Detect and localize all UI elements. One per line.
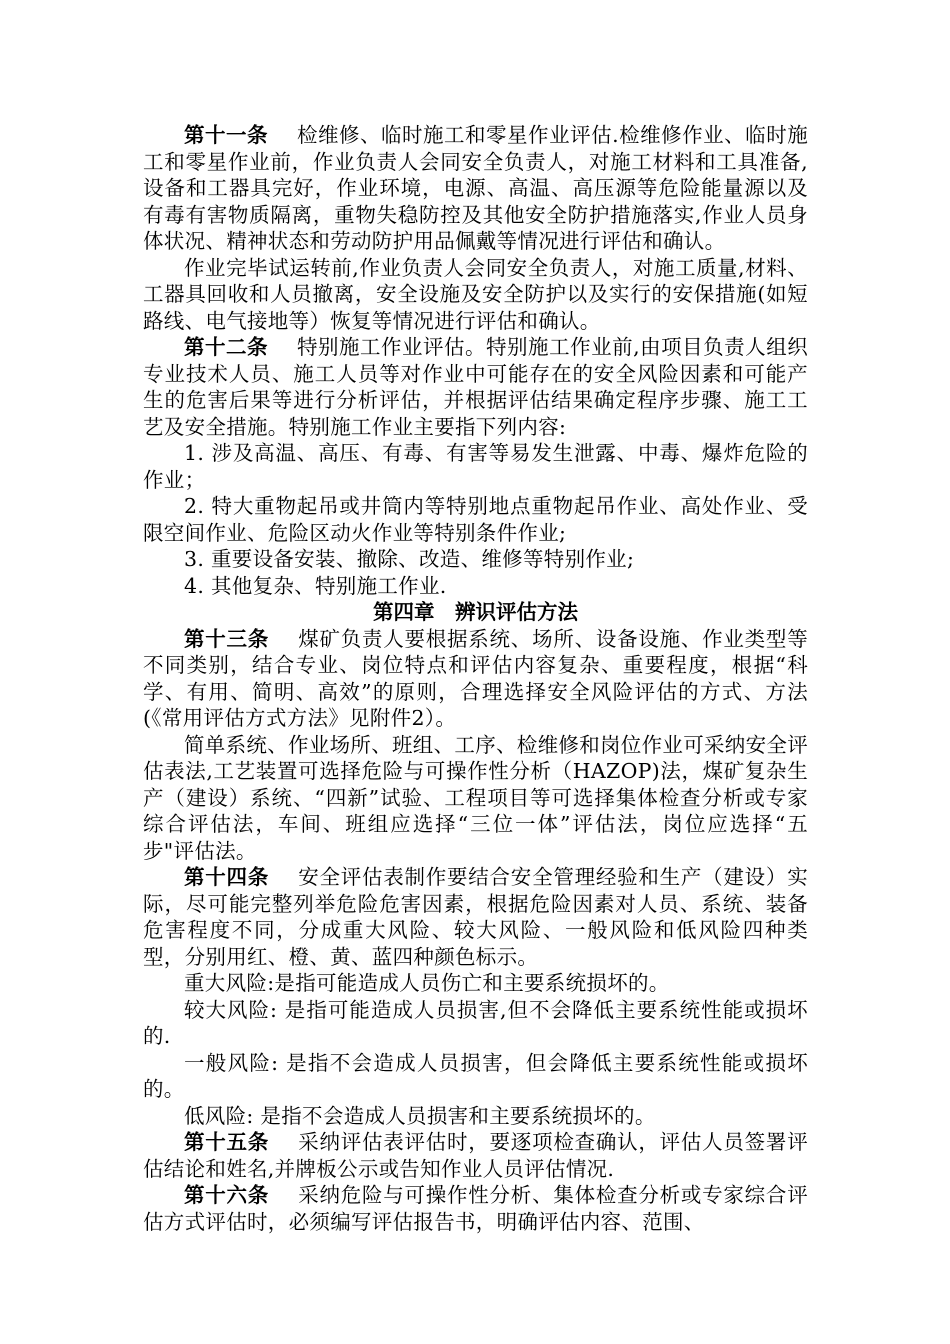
chapter-4-heading: 第四章 辨识评估方法 — [373, 600, 578, 624]
article-12-item-3: 3. 重要设备安装、撤除、改造、维修等特别作业; — [184, 547, 635, 571]
article-13 — [143, 626, 808, 732]
article-15-text: 采纳评估表评估时，要逐项检查确认，评估人员签署评估结论和姓名,并牌板公示或告知作业人员评估情况. — [143, 1130, 808, 1181]
article-12-item-1: 1. 涉及高温、高压、有毒、有害等易发生泄露、中毒、爆炸危险的作业； — [143, 441, 808, 492]
article-13-para2: 简单系统、作业场所、班组、工序、检维修和岗位作业可采纳安全评估表法,工艺装置可选择危险与可操作性分析（HAZOP)法，煤矿复杂生产（建设）系统、“四新”试验、工程项目等可选择集体检查分析或专家综合评估法，车间、班组应选择“三位一体”评估法，岗位应选择“五步"评估法。 — [143, 732, 808, 863]
article-12-label: 第十二条 — [184, 335, 269, 359]
article-15-label: 第十五条 — [184, 1130, 270, 1154]
article-13-label: 第十三条 — [184, 626, 270, 651]
article-12-text: 特别施工作业评估。特别施工作业前,由项目负责人组织专业技术人员、施工人员等对作业中可能存在的安全风险因素和可能产生的危害后果等进行分析评估，并根据评估结果确定程序步骤、施工工艺及安全措施。特别施工作业主要指下列内容: — [143, 335, 809, 439]
risk-def-general: 一般风险: 是指不会造成人员损害，但会降低主要系统性能或损坏的。 — [143, 1050, 808, 1101]
article-15 — [143, 1129, 808, 1182]
article-16-text: 采纳危险与可操作性分析、集体检查分析或专家综合评估方式评估时，必须编写评估报告书，明确评估内容、范围、 — [143, 1183, 808, 1234]
article-13-text: 煤矿负责人要根据系统、场所、设备设施、作业类型等不同类别，结合专业、岗位特点和评估内容复杂、重要程度，根据“科学、有用、简明、高效”的原则，合理选择安全风险评估的方式、方法(《常用评估方式方法》见附件2）。 — [143, 626, 808, 730]
risk-def-major: 重大风险:是指可能造成人员伤亡和主要系统损坏的。 — [184, 971, 670, 995]
risk-def-large: 较大风险: 是指可能造成人员损害,但不会降低主要系统性能或损坏的. — [143, 997, 808, 1048]
article-14-text: 安全评估表制作要结合安全管理经验和生产（建设）实际，尽可能完整列举危险危害因素，根据危险因素对人员、系统、装备危害程度不同，分成重大风险、较大风险、一般风险和低风险四种类型，分别用红、橙、黄、蓝四种颜色标示。 — [143, 865, 808, 969]
article-11-text: 检维修、临时施工和零星作业评估.检维修作业、临时施工和零星作业前，作业负责人会同安全负责人，对施工材料和工具准备,设备和工器具完好，作业环境，电源、高温、高压源等危险能量源以及有毒有害物质隔离，重物失稳防控及其他安全防护措施落实,作业人员身体状况、精神状态和劳动防护用品佩戴等情况进行评估和确认。 — [143, 123, 809, 253]
article-12-item-2: 2. 特大重物起吊或井筒内等特别地点重物起吊作业、高处作业、受限空间作业、危险区动火作业等特别条件作业; — [143, 494, 808, 545]
article-16-label: 第十六条 — [184, 1183, 270, 1207]
article-16 — [143, 1182, 808, 1235]
article-11-label: 第十一条 — [184, 123, 269, 147]
risk-def-low: 低风险: 是指不会造成人员损害和主要系统损坏的。 — [184, 1103, 656, 1128]
article-11-para2: 作业完毕试运转前,作业负责人会同安全负责人，对施工质量,材料、工器具回收和人员撤离，安全设施及安全防护以及实行的安保措施(如短路线、电气接地等）恢复等情况进行评估和确认。 — [143, 255, 808, 333]
article-12 — [143, 334, 808, 440]
article-12-item-4: 4. 其他复杂、特别施工作业. — [184, 573, 447, 598]
article-14 — [143, 864, 808, 970]
article-14-label: 第十四条 — [184, 865, 270, 889]
document-page — [143, 122, 808, 1235]
article-11 — [143, 122, 808, 255]
